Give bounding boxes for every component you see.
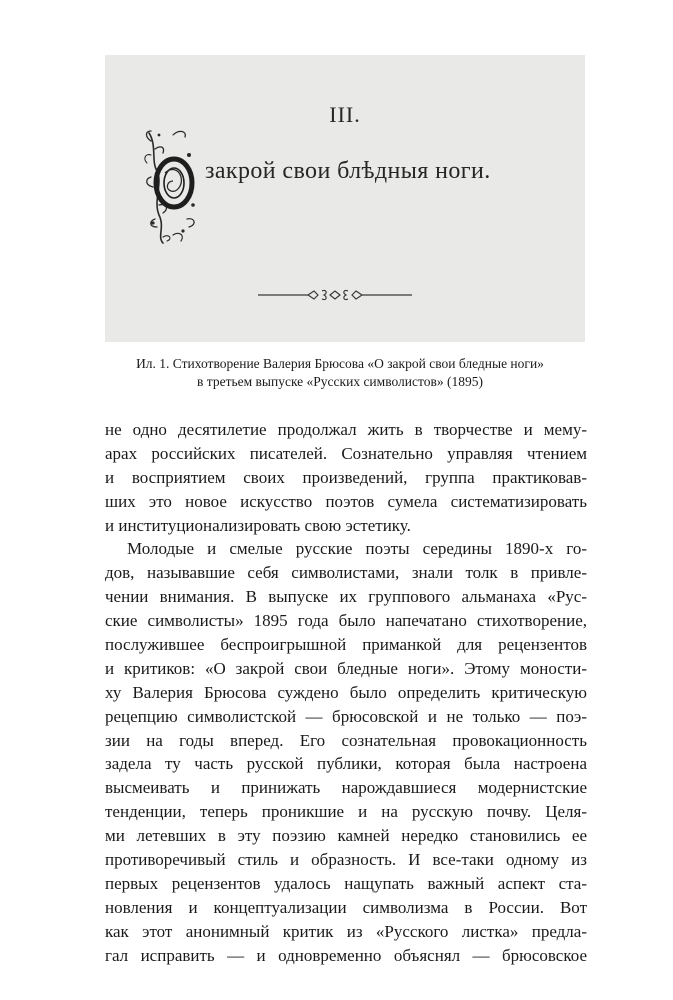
text-line: зии на годы вперед. Его сознательная провокационность [105,730,587,750]
text-line: как этот анонимный критик из «Русского листка» предла- [105,921,587,941]
text-line: чении внимания. В выпуске их группового альманаха «Рус- [105,587,587,607]
ornate-initial-letter-icon [143,127,205,245]
text-line: новления и концептуализации символизма в России. Вот [105,897,587,917]
text-line: первых рецензентов удалось нащупать важный аспект ста- [105,873,587,893]
divider-ornament-icon [258,287,412,303]
figure-illustration [105,55,585,342]
text-line: противоречивый стиль и образность. И все-таки одному из [105,850,587,870]
text-line: тенденции, теперь проникшие и на русскую почву. Целя- [105,802,587,822]
text-line: Молодые и смелые русские поэты середины 1890-х го- [127,539,587,559]
text-line: и критиков: «О закрой свои бледные ноги». Этому моности- [105,658,587,678]
caption-line: Ил. 1. Стихотворение Валерия Брюсова «О закрой свои бледные ноги» [136,356,544,371]
text-line: ские символисты» 1895 года было напечатано стихотворение, [105,611,587,631]
text-line: ших это новое искусство поэтов сумела систематизировать [105,491,587,511]
figure-poem-line: закрой свои блѣдныя ноги. [205,158,491,184]
text-line: не одно десятилетие продолжал жить в творчестве и мему- [105,420,587,439]
svg-text:O: O [174,191,175,192]
figure-roman-numeral: III. [329,102,361,127]
text-line: дов, называвшие себя символистами, знали толк в привле- [105,563,587,583]
text-line: арах российских писателей. Сознательно управляя чтением [105,443,587,463]
text-line: рецепцию символистской — брюсовской и не только — поэ- [105,706,587,726]
caption-line: в третьем выпуске «Русских символистов» (1895) [197,374,483,389]
text-line: высмеивать и принижать нарождавшиеся модернистские [105,778,587,798]
text-line: гал исправить — и одновременно объяснял — брюсовское [105,945,587,965]
text-line: и восприятием своих произведений, группа практиковав- [105,467,587,487]
figure-caption [60,355,620,391]
text-line: ху Валерия Брюсова суждено было определить критическую [105,682,587,702]
text-line: ми летевших в эту поэзию камней нередко становились ее [105,826,587,846]
text-line: послужившее беспроигрышной приманкой для рецензентов [105,635,587,655]
text-line: и институционализировать свою эстетику. [105,515,411,535]
body-text [105,418,587,967]
text-line: задела ту часть русской публики, которая была настроена [105,754,587,774]
